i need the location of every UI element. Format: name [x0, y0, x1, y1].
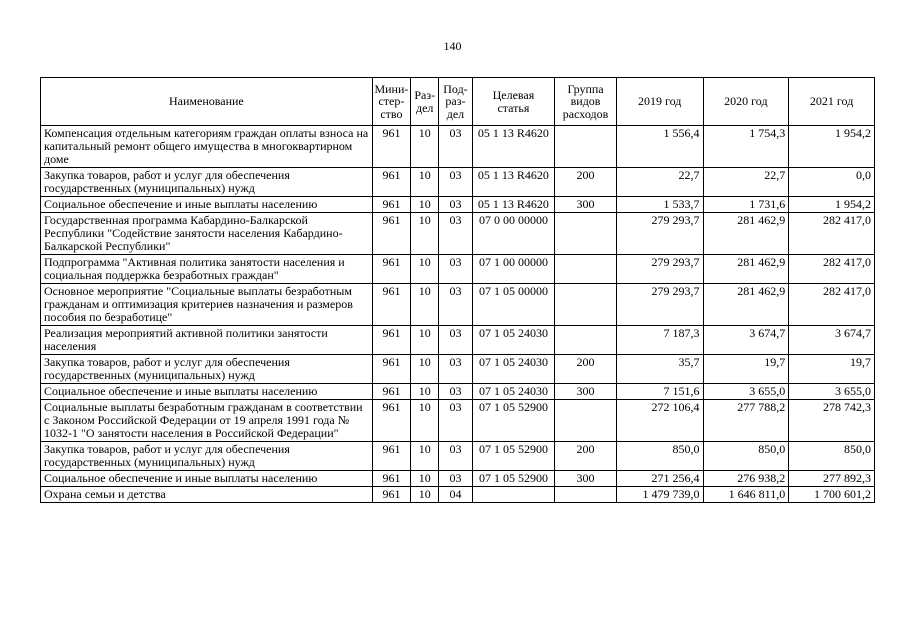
cell-subsection: 04	[439, 487, 472, 503]
cell-2020: 281 462,9	[703, 284, 789, 326]
cell-2020: 277 788,2	[703, 400, 789, 442]
budget-table	[40, 77, 875, 503]
cell-name: Охрана семьи и детства	[41, 487, 373, 503]
cell-name: Государственная программа Кабардино-Балкарской Республики "Содействие занятости населения Кабардино-Балкарской Республики"	[41, 213, 373, 255]
cell-2020: 1 731,6	[703, 197, 789, 213]
cell-target-article: 05 1 13 R4620	[472, 197, 555, 213]
cell-2021: 1 954,2	[789, 126, 875, 168]
cell-name: Основное мероприятие "Социальные выплаты безработным гражданам и оптимизация критериев назначения и размеров пособия по безработице"	[41, 284, 373, 326]
table-row	[41, 126, 875, 168]
cell-2019: 7 151,6	[616, 384, 703, 400]
header-section: Раз- дел	[411, 78, 439, 126]
cell-section: 10	[411, 384, 439, 400]
cell-target-article: 07 1 05 24030	[472, 384, 555, 400]
cell-2020: 1 754,3	[703, 126, 789, 168]
header-ministry: Мини- стер- ство	[372, 78, 410, 126]
cell-subsection: 03	[439, 284, 472, 326]
cell-2021: 278 742,3	[789, 400, 875, 442]
header-target: Целевая статья	[472, 78, 555, 126]
cell-name: Подпрограмма "Активная политика занятости населения и социальная поддержка безработных граждан"	[41, 255, 373, 284]
cell-section: 10	[411, 487, 439, 503]
table-row	[41, 213, 875, 255]
table-row	[41, 284, 875, 326]
cell-subsection: 03	[439, 400, 472, 442]
cell-2020: 850,0	[703, 442, 789, 471]
cell-2019: 279 293,7	[616, 284, 703, 326]
cell-target-article: 07 1 05 52900	[472, 442, 555, 471]
cell-2020: 22,7	[703, 168, 789, 197]
cell-target-article	[472, 487, 555, 503]
cell-section: 10	[411, 197, 439, 213]
cell-2019: 1 479 739,0	[616, 487, 703, 503]
cell-subsection: 03	[439, 384, 472, 400]
cell-target-article: 07 1 05 24030	[472, 355, 555, 384]
cell-ministry: 961	[372, 126, 410, 168]
cell-section: 10	[411, 442, 439, 471]
cell-2021: 19,7	[789, 355, 875, 384]
header-group: Группа видов расходов	[555, 78, 617, 126]
cell-2021: 282 417,0	[789, 284, 875, 326]
table-row	[41, 326, 875, 355]
cell-target-article: 07 1 05 52900	[472, 400, 555, 442]
cell-expense-group	[555, 400, 617, 442]
cell-name: Компенсация отдельным категориям граждан оплаты взноса на капитальный ремонт общего имущества в многоквартирном доме	[41, 126, 373, 168]
header-subsection: Под- раз- дел	[439, 78, 472, 126]
cell-section: 10	[411, 255, 439, 284]
cell-expense-group	[555, 326, 617, 355]
table-row	[41, 384, 875, 400]
cell-2019: 279 293,7	[616, 213, 703, 255]
cell-name: Закупка товаров, работ и услуг для обеспечения государственных (муниципальных) нужд	[41, 355, 373, 384]
cell-section: 10	[411, 126, 439, 168]
cell-name: Реализация мероприятий активной политики занятости населения	[41, 326, 373, 355]
cell-2020: 281 462,9	[703, 213, 789, 255]
cell-expense-group	[555, 126, 617, 168]
cell-2020: 281 462,9	[703, 255, 789, 284]
cell-2021: 277 892,3	[789, 471, 875, 487]
cell-subsection: 03	[439, 326, 472, 355]
cell-2019: 850,0	[616, 442, 703, 471]
cell-expense-group: 300	[555, 471, 617, 487]
table-row	[41, 255, 875, 284]
cell-2019: 1 533,7	[616, 197, 703, 213]
cell-2021: 282 417,0	[789, 255, 875, 284]
table-row	[41, 442, 875, 471]
cell-expense-group	[555, 255, 617, 284]
cell-ministry: 961	[372, 384, 410, 400]
cell-subsection: 03	[439, 355, 472, 384]
cell-ministry: 961	[372, 326, 410, 355]
cell-ministry: 961	[372, 255, 410, 284]
cell-ministry: 961	[372, 355, 410, 384]
cell-subsection: 03	[439, 168, 472, 197]
header-name: Наименование	[41, 78, 373, 126]
cell-section: 10	[411, 355, 439, 384]
table-row	[41, 197, 875, 213]
table-row	[41, 355, 875, 384]
cell-target-article: 05 1 13 R4620	[472, 126, 555, 168]
cell-expense-group: 200	[555, 168, 617, 197]
cell-2021: 0,0	[789, 168, 875, 197]
cell-section: 10	[411, 213, 439, 255]
table-row	[41, 487, 875, 503]
page-number: 140	[443, 39, 462, 53]
cell-section: 10	[411, 284, 439, 326]
cell-ministry: 961	[372, 400, 410, 442]
cell-expense-group	[555, 284, 617, 326]
cell-ministry: 961	[372, 284, 410, 326]
cell-2020: 3 674,7	[703, 326, 789, 355]
cell-ministry: 961	[372, 471, 410, 487]
cell-2020: 1 646 811,0	[703, 487, 789, 503]
cell-target-article: 07 1 05 52900	[472, 471, 555, 487]
cell-target-article: 07 1 05 24030	[472, 326, 555, 355]
cell-section: 10	[411, 400, 439, 442]
cell-expense-group: 200	[555, 442, 617, 471]
cell-2019: 272 106,4	[616, 400, 703, 442]
header-2019: 2019 год	[616, 78, 703, 126]
cell-subsection: 03	[439, 197, 472, 213]
cell-2019: 271 256,4	[616, 471, 703, 487]
cell-ministry: 961	[372, 213, 410, 255]
cell-expense-group: 300	[555, 384, 617, 400]
cell-name: Закупка товаров, работ и услуг для обеспечения государственных (муниципальных) нужд	[41, 442, 373, 471]
cell-ministry: 961	[372, 442, 410, 471]
cell-name: Социальное обеспечение и иные выплаты населению	[41, 197, 373, 213]
cell-name: Социальные выплаты безработным гражданам в соответствии с Законом Российской Федерации от 19 апреля 1991 года № 1032-1 "О занятости населения в Российской Федерации"	[41, 400, 373, 442]
cell-2021: 850,0	[789, 442, 875, 471]
cell-name: Закупка товаров, работ и услуг для обеспечения государственных (муниципальных) нужд	[41, 168, 373, 197]
cell-expense-group	[555, 487, 617, 503]
cell-expense-group: 200	[555, 355, 617, 384]
cell-ministry: 961	[372, 487, 410, 503]
cell-2021: 3 655,0	[789, 384, 875, 400]
cell-ministry: 961	[372, 197, 410, 213]
cell-2020: 19,7	[703, 355, 789, 384]
cell-2020: 3 655,0	[703, 384, 789, 400]
table-header	[41, 78, 875, 126]
cell-expense-group: 300	[555, 197, 617, 213]
cell-2019: 22,7	[616, 168, 703, 197]
cell-2019: 35,7	[616, 355, 703, 384]
cell-subsection: 03	[439, 213, 472, 255]
cell-subsection: 03	[439, 442, 472, 471]
cell-name: Социальное обеспечение и иные выплаты населению	[41, 384, 373, 400]
cell-2021: 3 674,7	[789, 326, 875, 355]
cell-target-article: 07 1 05 00000	[472, 284, 555, 326]
cell-2021: 282 417,0	[789, 213, 875, 255]
cell-2020: 276 938,2	[703, 471, 789, 487]
cell-target-article: 07 0 00 00000	[472, 213, 555, 255]
header-2021: 2021 год	[789, 78, 875, 126]
cell-section: 10	[411, 168, 439, 197]
header-2020: 2020 год	[703, 78, 789, 126]
cell-target-article: 05 1 13 R4620	[472, 168, 555, 197]
cell-2019: 279 293,7	[616, 255, 703, 284]
cell-section: 10	[411, 471, 439, 487]
table-row	[41, 168, 875, 197]
cell-target-article: 07 1 00 00000	[472, 255, 555, 284]
cell-expense-group	[555, 213, 617, 255]
cell-2019: 1 556,4	[616, 126, 703, 168]
cell-2021: 1 954,2	[789, 197, 875, 213]
table-row	[41, 471, 875, 487]
table-body	[41, 126, 875, 503]
cell-section: 10	[411, 326, 439, 355]
cell-subsection: 03	[439, 255, 472, 284]
cell-ministry: 961	[372, 168, 410, 197]
cell-subsection: 03	[439, 471, 472, 487]
cell-2021: 1 700 601,2	[789, 487, 875, 503]
cell-2019: 7 187,3	[616, 326, 703, 355]
cell-subsection: 03	[439, 126, 472, 168]
cell-name: Социальное обеспечение и иные выплаты населению	[41, 471, 373, 487]
table-row	[41, 400, 875, 442]
